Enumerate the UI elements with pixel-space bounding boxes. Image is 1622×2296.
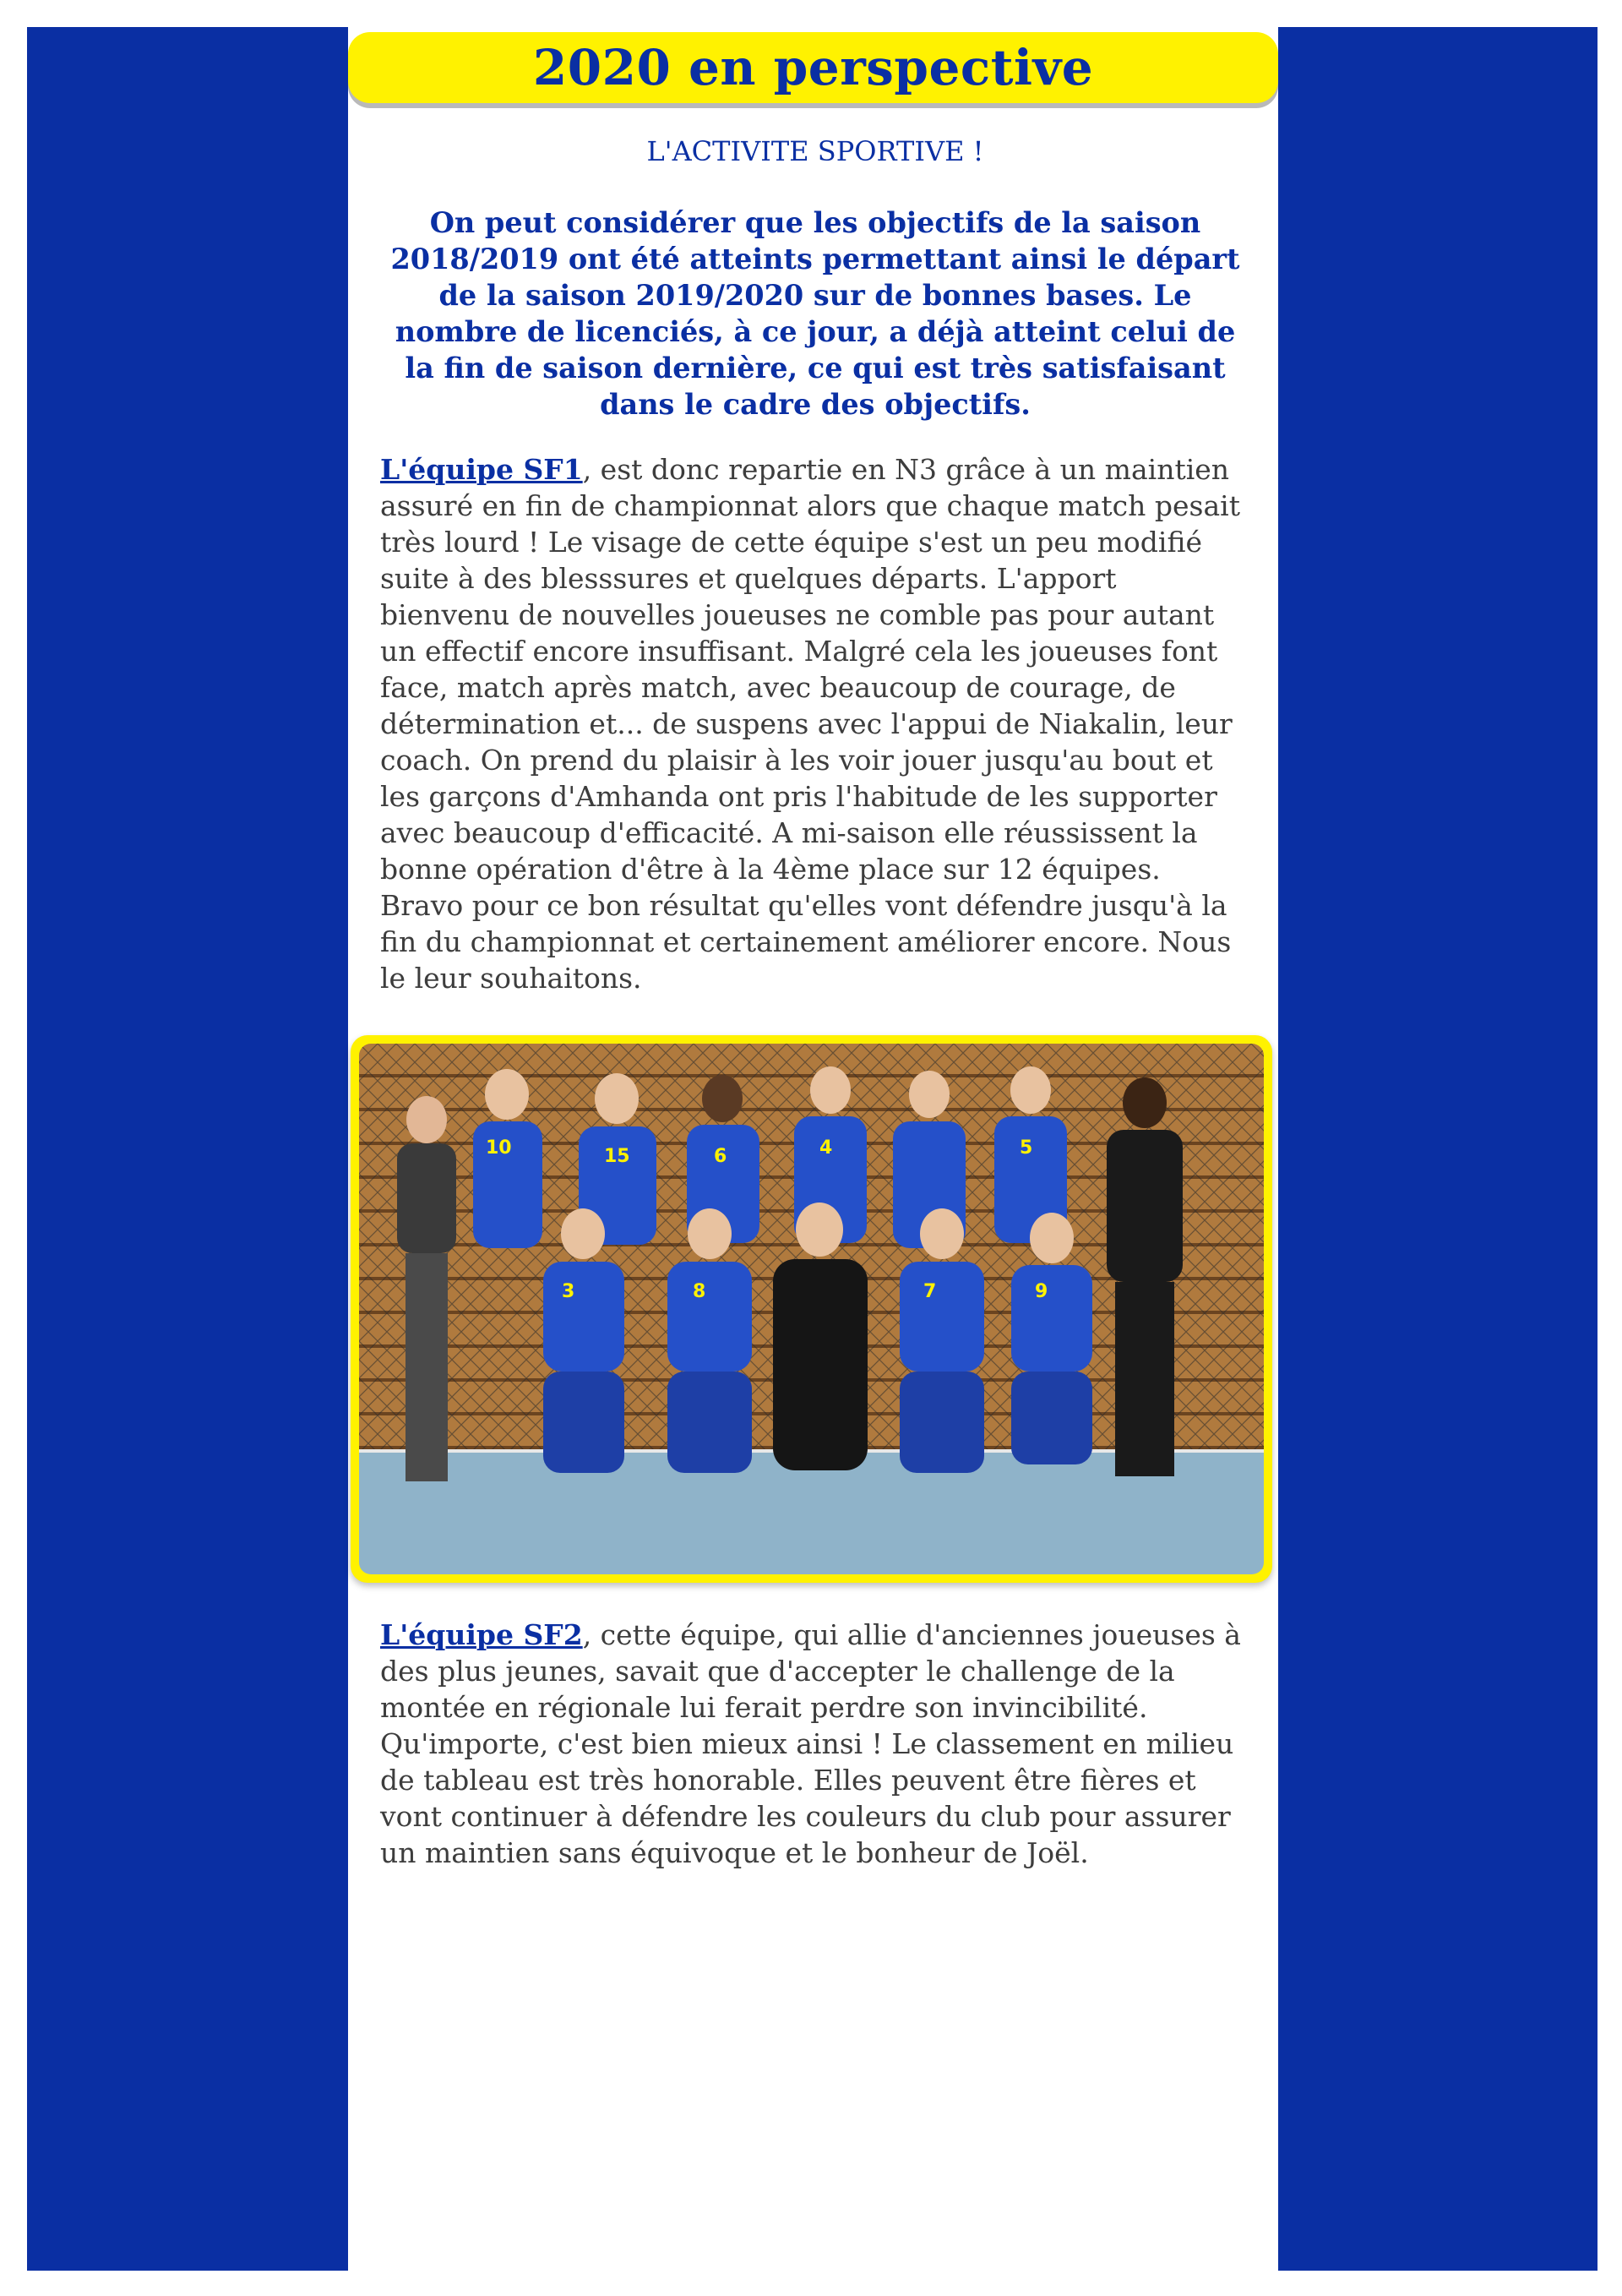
sf2-team-link: L'équipe SF2 [380, 1618, 583, 1651]
svg-text:15: 15 [604, 1146, 630, 1167]
article-body [380, 135, 1250, 996]
team-photo-illustration [359, 1044, 1264, 1574]
section-heading: L'ACTIVITE SPORTIVE ! [646, 135, 984, 167]
sf1-text: , est donc repartie en N3 grâce à un maintien assuré en fin de championnat alors que chaque match pesait très lourd ! Le visage de cette équipe s'est un peu modifié suite à des blesssures et quelques départs. L'apport bienvenu de nouvelles joueuses ne comble pas pour autant un effectif encore insuffisant. Malgré cela les joueuses font face, match après match, avec beaucoup de courage, de détermination et... de suspens avec l'appui de Niakalin, leur coach. On prend du plaisir à les voir jouer jusqu'au bout et les garçons d'Amhanda ont pris l'habitude de les supporter avec beaucoup d'efficacité. A mi-saison elle réussissent la bonne opération d'être à la 4ème place sur 12 équipes. Bravo pour ce bon résultat qu'elles vont défendre jusqu'à la fin du championnat et certainement améliorer encore. Nous le leur souhaitons. [380, 453, 1240, 995]
sf2-paragraph [380, 1617, 1250, 1871]
svg-text:6: 6 [714, 1146, 727, 1167]
left-blue-margin [27, 27, 348, 2271]
team-photo [359, 1044, 1264, 1574]
svg-text:10: 10 [486, 1137, 512, 1159]
svg-text:4: 4 [819, 1137, 833, 1159]
svg-text:5: 5 [1020, 1137, 1033, 1159]
svg-text:7: 7 [923, 1281, 937, 1302]
svg-text:3: 3 [562, 1281, 575, 1302]
sf1-team-link: L'équipe SF1 [380, 453, 583, 486]
title-banner [348, 32, 1278, 103]
svg-text:9: 9 [1035, 1281, 1048, 1302]
sf2-section [380, 1617, 1250, 1871]
sf1-paragraph [380, 451, 1250, 996]
page-title: 2020 en perspective [532, 39, 1094, 96]
team-photo-frame [351, 1035, 1272, 1583]
intro-paragraph: On peut considérer que les objectifs de la saison 2018/2019 ont été atteints permettant ainsi le départ de la saison 2019/2020 sur de bonnes bases. Le nombre de licenciés, à ce jour, a déjà atteint celui de la fin de saison dernière, ce qui est très satisfaisant dans le cadre des objectifs. [390, 206, 1240, 421]
sf2-text: , cette équipe, qui allie d'anciennes joueuses à des plus jeunes, savait que d'accepter le challenge de la montée en régionale lui ferait perdre son invincibilité. Qu'importe, c'est bien mieux ainsi ! Le classement en milieu de tableau est très honorable. Elles peuvent être fières et vont continuer à défendre les couleurs du club pour assurer un maintien sans équivoque et le bonheur de Joël. [380, 1618, 1241, 1869]
svg-text:8: 8 [693, 1281, 706, 1302]
right-blue-margin [1278, 27, 1598, 2271]
